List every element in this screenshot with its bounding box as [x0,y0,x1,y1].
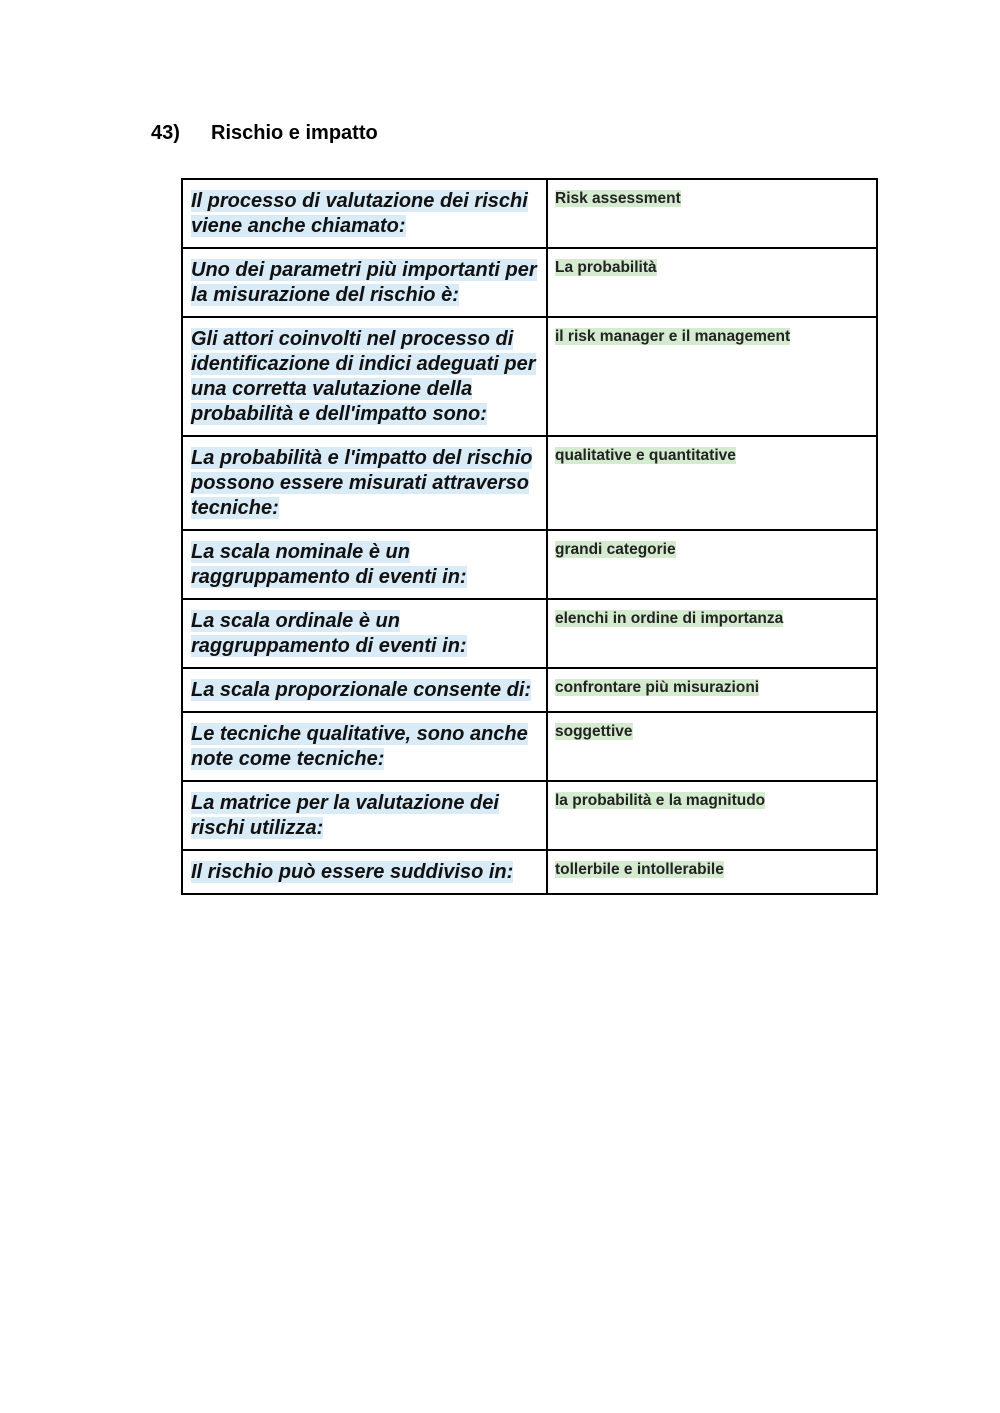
answer-text: La probabilità [555,259,657,276]
question-text: La scala ordinale è un raggruppamento di eventi in: [191,610,467,657]
question-text: La probabilità e l'impatto del rischio possono essere misurati attraverso tecniche: [191,447,533,519]
answer-text: Risk assessment [555,190,681,207]
question-cell [182,179,547,248]
section-title: Rischio e impatto [211,122,378,144]
question-text: Uno dei parametri più importanti per la misurazione del rischio è: [191,259,537,306]
question-cell [182,668,547,712]
section-number: 43) [151,122,180,144]
section-heading [151,121,378,145]
qa-table [181,178,878,895]
answer-text: qualitative e quantitative [555,447,736,464]
table-row [182,317,877,436]
question-text: La matrice per la valutazione dei rischi utilizza: [191,792,499,839]
question-text: La scala nominale è un raggruppamento di eventi in: [191,541,467,588]
table-row [182,530,877,599]
question-cell [182,436,547,530]
answer-text: la probabilità e la magnitudo [555,792,766,809]
answer-text: grandi categorie [555,541,676,558]
answer-cell [547,530,877,599]
answer-cell [547,781,877,850]
answer-text: confrontare più misurazioni [555,679,760,696]
question-cell [182,530,547,599]
answer-text: tollerbile e intollerabile [555,861,724,878]
table-row [182,668,877,712]
table-row [182,850,877,894]
answer-cell [547,248,877,317]
question-cell [182,850,547,894]
question-text: Gli attori coinvolti nel processo di identificazione di indici adeguati per una corretta valutazione della probabilità e dell'impatto sono: [191,328,536,425]
table-row [182,712,877,781]
table-row [182,599,877,668]
answer-cell [547,179,877,248]
question-cell [182,781,547,850]
answer-text: soggettive [555,723,633,740]
answer-text: elenchi in ordine di importanza [555,610,784,627]
answer-cell [547,317,877,436]
table-row [182,436,877,530]
question-cell [182,248,547,317]
table-row [182,781,877,850]
question-cell [182,712,547,781]
question-cell [182,599,547,668]
answer-cell [547,599,877,668]
question-cell [182,317,547,436]
table-row [182,248,877,317]
question-text: Il processo di valutazione dei rischi viene anche chiamato: [191,190,528,237]
answer-cell [547,850,877,894]
question-text: Il rischio può essere suddiviso in: [191,861,514,883]
question-text: La scala proporzionale consente di: [191,679,532,701]
question-text: Le tecniche qualitative, sono anche note come tecniche: [191,723,528,770]
answer-text: il risk manager e il management [555,328,791,345]
answer-cell [547,712,877,781]
table-row [182,179,877,248]
answer-cell [547,436,877,530]
answer-cell [547,668,877,712]
